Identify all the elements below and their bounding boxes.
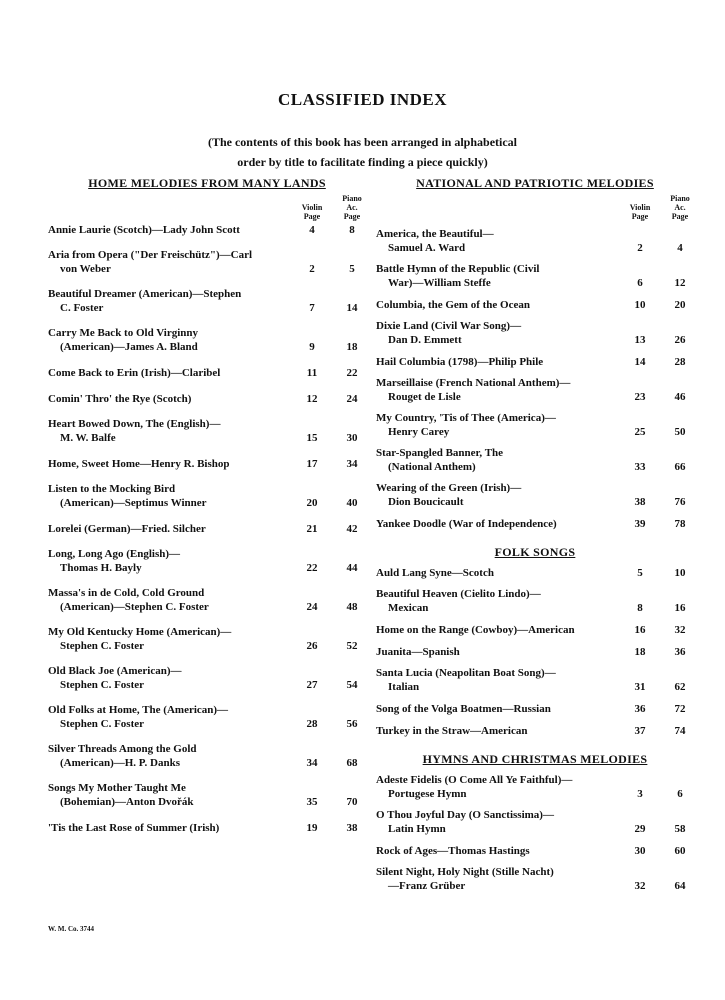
piano-page-number: 60 — [674, 845, 686, 857]
index-entry — [48, 703, 366, 731]
piano-page-number: 8 — [349, 224, 355, 236]
entry-line: Come Back to Erin (Irish)—Claribel — [48, 367, 221, 379]
piano-page-number: 42 — [346, 523, 358, 535]
piano-page-number: 50 — [674, 426, 686, 438]
piano-page-header — [338, 194, 366, 221]
piano-page-number: 64 — [674, 880, 686, 892]
piano-page-number: 68 — [346, 757, 358, 769]
entry-line: Annie Laurie (Scotch)—Lady John Scott — [48, 224, 240, 236]
piano-page-number: 16 — [674, 602, 686, 614]
entry-line: Latin Hymn — [388, 823, 446, 835]
entry-line: (American)—H. P. Danks — [60, 757, 180, 769]
piano-page-number: 54 — [346, 679, 358, 691]
entry-line: Beautiful Heaven (Cielito Lindo)— — [376, 588, 541, 600]
index-entry — [376, 566, 694, 580]
entry-line: Dion Boucicault — [388, 496, 464, 508]
index-entry — [48, 625, 366, 653]
section-heading: FOLK SONGS — [494, 545, 576, 559]
entry-line: America, the Beautiful— — [376, 228, 494, 240]
index-entry — [48, 457, 366, 471]
index-entry — [376, 319, 694, 347]
entry-line: (American)—Stephen C. Foster — [60, 601, 209, 613]
entry-line: Silver Threads Among the Gold — [48, 743, 197, 755]
entry-line: Dixie Land (Civil War Song)— — [376, 320, 522, 332]
piano-page-number: 30 — [346, 432, 358, 444]
entry-line: Yankee Doodle (War of Independence) — [376, 518, 557, 530]
entry-line: Home, Sweet Home—Henry R. Bishop — [48, 458, 230, 470]
violin-page-number: 4 — [309, 224, 315, 236]
violin-page-number: 3 — [637, 788, 643, 800]
piano-page-number: 24 — [346, 393, 358, 405]
index-entry — [376, 298, 694, 312]
entry-line: Aria from Opera ("Der Freischütz")—Carl — [48, 249, 253, 261]
violin-page-number: 26 — [306, 640, 318, 652]
entry-line: Old Black Joe (American)— — [48, 665, 182, 677]
violin-page-number: 29 — [634, 823, 646, 835]
entry-line: 'Tis the Last Rose of Summer (Irish) — [48, 822, 220, 834]
entry-line: Santa Lucia (Neapolitan Boat Song)— — [376, 667, 556, 679]
violin-page-number: 19 — [306, 822, 318, 834]
violin-page-number: 8 — [637, 602, 643, 614]
entry-line: Songs My Mother Taught Me — [48, 782, 186, 794]
piano-page-number: 52 — [346, 640, 358, 652]
header-word: Page — [631, 212, 649, 221]
piano-page-number: 6 — [677, 788, 683, 800]
violin-page-number: 2 — [637, 242, 643, 254]
entry-line: Comin' Thro' the Rye (Scotch) — [48, 393, 192, 405]
violin-page-number: 32 — [634, 880, 646, 892]
left-column — [48, 176, 366, 835]
piano-page-number: 12 — [674, 277, 686, 289]
piano-page-number: 14 — [346, 302, 358, 314]
entry-line: von Weber — [60, 263, 111, 275]
entry-line: —Franz Grüber — [388, 880, 466, 892]
piano-page-number: 10 — [674, 567, 686, 579]
piano-page-number: 70 — [346, 796, 358, 808]
index-entry — [48, 522, 366, 536]
piano-page-number: 40 — [346, 497, 358, 509]
violin-page-number: 12 — [306, 393, 318, 405]
entry-line: Thomas H. Bayly — [60, 562, 142, 574]
index-entry — [376, 808, 694, 836]
index-entry — [376, 587, 694, 615]
index-entry — [376, 227, 694, 255]
entry-line: Mexican — [388, 602, 429, 614]
piano-page-number: 5 — [349, 263, 355, 275]
entry-line: (National Anthem) — [388, 461, 476, 473]
entry-line: Wearing of the Green (Irish)— — [376, 482, 522, 494]
violin-page-number: 5 — [637, 567, 643, 579]
entry-line: Carry Me Back to Old Virginny — [48, 327, 199, 339]
violin-page-number: 9 — [309, 341, 315, 353]
violin-page-number: 21 — [306, 523, 318, 535]
entry-line: Battle Hymn of the Republic (Civil — [376, 263, 540, 275]
piano-page-number: 48 — [346, 601, 358, 613]
entry-line: Stephen C. Foster — [60, 679, 145, 691]
violin-page-header — [626, 203, 654, 221]
index-entry — [48, 547, 366, 575]
violin-page-number: 7 — [309, 302, 315, 314]
entry-line: Home on the Range (Cowboy)—American — [376, 624, 575, 636]
entry-line: Samuel A. Ward — [388, 242, 466, 254]
index-entry — [376, 446, 694, 474]
piano-page-number: 62 — [674, 681, 686, 693]
piano-page-number: 38 — [346, 822, 358, 834]
header-word: Page — [343, 212, 361, 221]
index-entry — [376, 702, 694, 716]
index-entry — [48, 482, 366, 510]
index-entry — [376, 666, 694, 694]
piano-page-number: 32 — [674, 624, 686, 636]
entry-line: O Thou Joyful Day (O Sanctissima)— — [376, 809, 554, 821]
violin-page-number: 38 — [634, 496, 646, 508]
violin-page-number: 16 — [634, 624, 646, 636]
violin-page-number: 25 — [634, 426, 646, 438]
violin-page-number: 2 — [309, 263, 315, 275]
entry-line: Auld Lang Syne—Scotch — [376, 567, 494, 579]
violin-page-number: 31 — [634, 681, 646, 693]
piano-page-number: 26 — [674, 334, 686, 346]
piano-page-number: 56 — [346, 718, 358, 730]
violin-page-number: 37 — [634, 725, 646, 737]
index-entry — [376, 481, 694, 509]
entry-line: Marseillaise (French National Anthem)— — [376, 377, 571, 389]
entry-line: Dan D. Emmett — [388, 334, 462, 346]
violin-page-number: 30 — [634, 845, 646, 857]
piano-page-number: 74 — [674, 725, 686, 737]
intro-note — [0, 132, 725, 172]
entry-line: Heart Bowed Down, The (English)— — [48, 418, 221, 430]
violin-page-number: 10 — [634, 299, 646, 311]
entry-line: Old Folks at Home, The (American)— — [48, 704, 229, 716]
violin-page-number: 24 — [306, 601, 318, 613]
index-entry — [376, 724, 694, 738]
header-word: Violin — [301, 203, 323, 212]
section-heading: HOME MELODIES FROM MANY LANDS — [88, 176, 326, 190]
piano-page-number: 22 — [346, 367, 358, 379]
header-word: Page — [671, 212, 689, 221]
violin-page-number: 36 — [634, 703, 646, 715]
violin-page-number: 15 — [306, 432, 318, 444]
violin-page-number: 6 — [637, 277, 643, 289]
publisher-code: W. M. Co. 3744 — [48, 925, 95, 933]
violin-page-number: 18 — [634, 646, 646, 658]
piano-page-header — [666, 194, 694, 221]
entry-line: War)—William Steffe — [388, 277, 491, 289]
violin-page-number: 13 — [634, 334, 646, 346]
entry-line: Rouget de Lisle — [388, 391, 461, 403]
piano-page-number: 76 — [674, 496, 686, 508]
entry-line: (American)—Septimus Winner — [60, 497, 207, 509]
entry-line: Turkey in the Straw—American — [376, 725, 528, 737]
piano-page-number: 20 — [674, 299, 686, 311]
piano-page-number: 18 — [346, 341, 358, 353]
piano-page-number: 78 — [674, 518, 686, 530]
violin-page-number: 34 — [306, 757, 318, 769]
violin-page-number: 22 — [306, 562, 318, 574]
piano-page-number: 66 — [674, 461, 686, 473]
entry-line: Henry Carey — [388, 426, 450, 438]
entry-line: Silent Night, Holy Night (Stille Nacht) — [376, 866, 554, 878]
piano-page-number: 36 — [674, 646, 686, 658]
violin-page-number: 20 — [306, 497, 318, 509]
header-word: Page — [303, 212, 321, 221]
entry-line: Lorelei (German)—Fried. Silcher — [48, 523, 206, 535]
header-word: Ac. — [674, 203, 686, 212]
piano-page-number: 28 — [674, 356, 686, 368]
entry-line: Juanita—Spanish — [376, 646, 460, 658]
index-entry — [48, 392, 366, 406]
entry-line: Massa's in de Cold, Cold Ground — [48, 587, 205, 599]
index-entry — [376, 411, 694, 439]
index-entry — [376, 773, 694, 801]
index-entry — [376, 376, 694, 404]
entry-line: C. Foster — [60, 302, 104, 314]
violin-page-number: 33 — [634, 461, 646, 473]
index-entry — [48, 586, 366, 614]
index-entry — [376, 844, 694, 858]
header-word: Piano — [670, 194, 690, 203]
violin-page-number: 28 — [306, 718, 318, 730]
index-entry — [376, 355, 694, 369]
index-entry — [48, 664, 366, 692]
entry-line: Columbia, the Gem of the Ocean — [376, 299, 530, 311]
violin-page-number: 14 — [634, 356, 646, 368]
piano-page-number: 72 — [674, 703, 686, 715]
entry-line: Adeste Fidelis (O Come All Ye Faithful)— — [376, 774, 573, 786]
entry-line: Stephen C. Foster — [60, 718, 145, 730]
index-entry — [376, 262, 694, 290]
header-word: Ac. — [346, 203, 358, 212]
index-entry — [376, 645, 694, 659]
violin-page-number: 17 — [306, 458, 318, 470]
violin-page-number: 39 — [634, 518, 646, 530]
piano-page-number: 58 — [674, 823, 686, 835]
right-column — [376, 176, 694, 893]
entry-line: Long, Long Ago (English)— — [48, 548, 181, 560]
violin-page-number: 27 — [306, 679, 318, 691]
entry-line: Star-Spangled Banner, The — [376, 447, 504, 459]
index-entry — [48, 287, 366, 315]
section-heading: NATIONAL AND PATRIOTIC MELODIES — [416, 176, 654, 190]
entry-line: My Old Kentucky Home (American)— — [48, 626, 232, 638]
entry-line: Song of the Volga Boatmen—Russian — [376, 703, 551, 715]
entry-line: Portugese Hymn — [388, 788, 467, 800]
index-entry — [48, 781, 366, 809]
piano-page-number: 46 — [674, 391, 686, 403]
piano-page-number: 4 — [677, 242, 683, 254]
entry-line: Rock of Ages—Thomas Hastings — [376, 845, 530, 857]
entry-line: Hail Columbia (1798)—Philip Phile — [376, 356, 544, 368]
index-entry — [376, 623, 694, 637]
index-entry — [376, 865, 694, 893]
violin-page-number: 23 — [634, 391, 646, 403]
index-entry — [48, 821, 366, 835]
header-word: Piano — [342, 194, 362, 203]
violin-page-number: 35 — [306, 796, 318, 808]
entry-line: Beautiful Dreamer (American)—Stephen — [48, 288, 242, 300]
page-title: CLASSIFIED INDEX — [277, 90, 448, 109]
entry-line: Italian — [388, 681, 420, 693]
intro-line: order by title to facilitate finding a piece quickly) — [237, 155, 488, 169]
piano-page-number: 34 — [346, 458, 358, 470]
violin-page-header — [298, 203, 326, 221]
piano-page-number: 44 — [346, 562, 358, 574]
header-word: Violin — [629, 203, 651, 212]
intro-line: (The contents of this book has been arranged in alphabetical — [207, 135, 518, 149]
entry-line: Stephen C. Foster — [60, 640, 145, 652]
page-column-headers — [376, 191, 694, 221]
entry-line: My Country, 'Tis of Thee (America)— — [376, 412, 556, 424]
page-column-headers — [48, 191, 366, 221]
section-heading: HYMNS AND CHRISTMAS MELODIES — [422, 752, 648, 766]
index-entry — [48, 417, 366, 445]
index-entry — [48, 326, 366, 354]
index-entry — [48, 366, 366, 380]
entry-line: Listen to the Mocking Bird — [48, 483, 176, 495]
index-entry — [48, 742, 366, 770]
violin-page-number: 11 — [306, 367, 318, 379]
entry-line: M. W. Balfe — [60, 432, 116, 444]
index-entry — [48, 223, 366, 237]
index-entry — [376, 517, 694, 531]
entry-line: (Bohemian)—Anton Dvořák — [60, 796, 194, 808]
index-entry — [48, 248, 366, 276]
entry-line: (American)—James A. Bland — [60, 341, 198, 353]
